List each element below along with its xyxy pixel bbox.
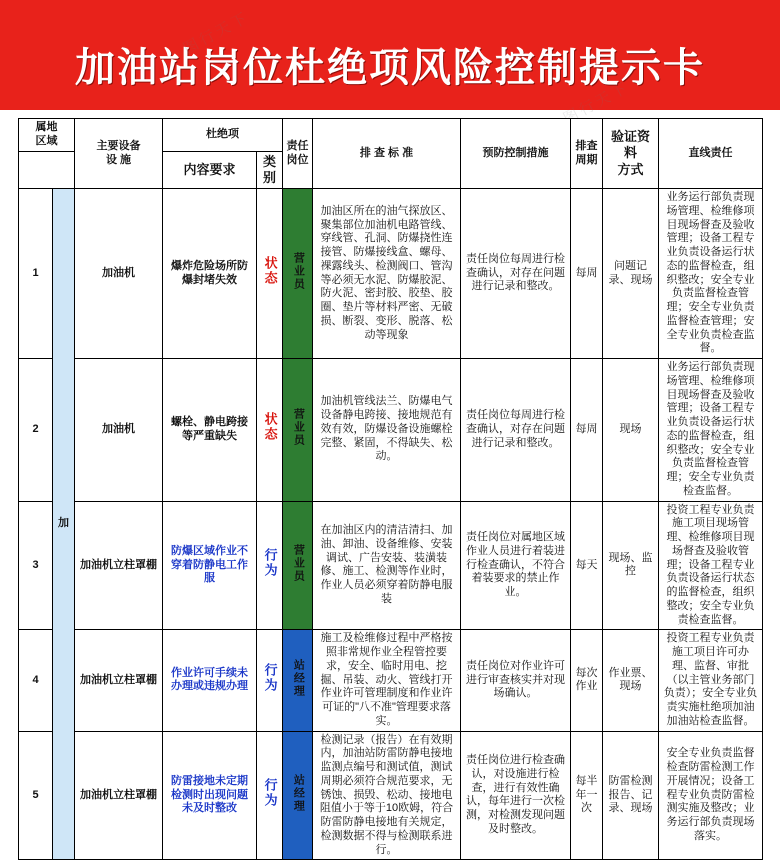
cell-verify: 作业票、现场 xyxy=(603,630,659,731)
cell-post-text: 营业员 xyxy=(292,543,305,583)
cell-category xyxy=(257,189,283,359)
cell-verify: 现场、监控 xyxy=(603,501,659,630)
cell-equipment: 加油机立柱罩棚 xyxy=(75,501,163,630)
cell-requirement: 防爆区域作业不穿着防静电工作服 xyxy=(163,501,257,630)
th-forbidden-category: 类别 xyxy=(257,151,283,189)
cell-category xyxy=(257,731,283,860)
cell-category xyxy=(257,359,283,502)
cell-direct-resp: 业务运行部负责现场管理、检维修项目现场督查及验收管理；设备工程专业负责设备运行状态的监督检查，组织整改；安全专业负责监督检查管理；安全专业负责检查监督。 xyxy=(659,359,763,502)
cell-equipment: 加油机 xyxy=(75,359,163,502)
cell-check-standard: 施工及检维修过程中严格按照非常规作业全程管控要求，安全、临时用电、挖掘、吊装、动火、管线打开作业许可管理制度和作业许可证的"八不准"管理要求落实。 xyxy=(313,630,461,731)
th-cycle xyxy=(571,119,603,189)
cell-verify: 现场 xyxy=(603,359,659,502)
cell-row-no: 2 xyxy=(19,359,53,502)
cell-category-text: 行为 xyxy=(262,778,278,808)
th-verify-line2: 方式 xyxy=(617,161,644,177)
cell-area: 加 xyxy=(53,189,75,860)
table-row xyxy=(19,501,763,630)
cell-control-measure: 责任岗位对作业许可进行审查核实并对现场确认。 xyxy=(461,630,571,731)
th-equipment-line2: 设 施 xyxy=(105,153,132,166)
table-row xyxy=(19,189,763,359)
cell-control-measure: 责任岗位每周进行检查确认，对存在问题进行记录和整改。 xyxy=(461,189,571,359)
cell-row-no: 3 xyxy=(19,501,53,630)
th-direct-resp: 直线责任 xyxy=(659,119,763,189)
cell-cycle: 每半年一次 xyxy=(571,731,603,860)
cell-category-text: 状态 xyxy=(262,412,278,443)
cell-direct-resp: 投资工程专业负责施工项目许可办理、监督、审批（以主管业务部门负责）；安全专业负责实施杜绝项加油加油站检查监督。 xyxy=(659,630,763,731)
cell-cycle: 每周 xyxy=(571,189,603,359)
watermark: 图行天下 xyxy=(620,286,693,336)
cell-direct-resp: 安全专业负责监督检查防雷检测工作开展情况；设备工程专业负责防雷检测实施及整改；业务运行部负责现场落实。 xyxy=(659,731,763,860)
cell-category-text: 行为 xyxy=(262,663,278,693)
cell-category-text: 行为 xyxy=(262,548,278,578)
th-verify xyxy=(603,119,659,189)
cell-post-text: 营业员 xyxy=(292,407,305,447)
cell-row-no: 5 xyxy=(19,731,53,860)
cell-category xyxy=(257,501,283,630)
cell-check-standard: 在加油区内的清洁清扫、加油、卸油、设备维修、安装调试、广告安装、装潢装修、施工、检测等作业时，作业人员必须穿着防静电服装 xyxy=(313,501,461,630)
cell-post-text: 站经理 xyxy=(292,773,305,813)
cell-check-standard: 加油区所在的油气探放区、聚集部位加油机电路管线、穿线管、孔洞、防爆挠性连接管、防爆接线盒、螺母、裸露线头、检测阀口、管沟等必须无水泥、防爆胶泥、防火泥、密封胶、胶垫、胶圈、垫片等材料严密、无破损、断裂、变形、脱落、松动等现象 xyxy=(313,189,461,359)
cell-requirement: 爆炸危险场所防爆封堵失效 xyxy=(163,189,257,359)
table-row xyxy=(19,630,763,731)
watermark: 图行天下 xyxy=(230,316,303,366)
th-area-sub xyxy=(19,151,75,189)
cell-category xyxy=(257,630,283,731)
cell-row-no: 4 xyxy=(19,630,53,731)
table-row xyxy=(19,359,763,502)
th-area xyxy=(19,119,75,152)
th-post xyxy=(283,119,313,189)
th-post-label: 责任岗位 xyxy=(286,140,309,166)
cell-check-standard: 检测记录（报告）在有效期内，加油站防雷防静电接地监测点编号和测试值，测试周期必须符合规范要求，无锈蚀、损毁、松动、接地电阻值小于等于10欧姆，符合防雷防静电接地有关规定，检测数据不得与检测联系进行。 xyxy=(313,731,461,860)
cell-control-measure: 责任岗位对属地区域作业人员进行着装进行检查确认，不符合着装要求的禁止作业。 xyxy=(461,501,571,630)
th-forbidden: 杜绝项 xyxy=(163,119,283,152)
cell-control-measure: 责任岗位每周进行检查确认，对存在问题进行记录和整改。 xyxy=(461,359,571,502)
cell-equipment: 加油机立柱罩棚 xyxy=(75,731,163,860)
risk-control-table xyxy=(18,118,763,860)
cell-control-measure: 责任岗位进行检查确认，对设施进行检查，进行有效性确认，每年进行一次检测，对检测发现问题及时整改。 xyxy=(461,731,571,860)
th-equipment xyxy=(75,119,163,189)
page-title: 加油站岗位杜绝项风险控制提示卡 xyxy=(75,46,705,90)
cell-equipment: 加油机 xyxy=(75,189,163,359)
cell-post-text: 站经理 xyxy=(292,658,305,698)
table-header xyxy=(19,119,763,189)
cell-post xyxy=(283,189,313,359)
cell-check-standard: 加油机管线法兰、防爆电气设备静电跨接、接地规范有效有效，防爆设备设施螺栓完整、紧固，不得缺失、松动。 xyxy=(313,359,461,502)
cell-cycle: 每次作业 xyxy=(571,630,603,731)
cell-direct-resp: 投资工程专业负责施工项目现场管理、检维修项目现场督查及验收管理；设备工程专业负责设备运行状态的监督检查，组织整改；安全专业负责检查监督。 xyxy=(659,501,763,630)
cell-requirement: 作业许可手续未办理或违规办理 xyxy=(163,630,257,731)
cell-post xyxy=(283,731,313,860)
cell-post-text: 营业员 xyxy=(292,251,305,291)
cell-requirement: 螺栓、静电跨接等严重缺失 xyxy=(163,359,257,502)
cell-category-text: 状态 xyxy=(262,256,278,287)
th-cycle-label: 排查周期 xyxy=(575,140,598,166)
cell-verify: 防雷检测报告、记录、现场 xyxy=(603,731,659,860)
cell-post xyxy=(283,501,313,630)
cell-post xyxy=(283,630,313,731)
th-forbidden-content: 内容要求 xyxy=(163,151,257,189)
th-equipment-line1: 主要设备 xyxy=(96,139,141,152)
cell-direct-resp: 业务运行部负责现场管理、检维修项目现场督查及验收管理；设备工程专业负责设备运行状态的监督检查，组织整改；安全专业负责监督检查管理；安全专业负责监督检查管理；安全专业负责检查监督。 xyxy=(659,189,763,359)
cell-cycle: 每周 xyxy=(571,359,603,502)
cell-verify: 问题记录、现场 xyxy=(603,189,659,359)
th-verify-line1: 验证资料 xyxy=(610,129,650,161)
table-body xyxy=(19,189,763,860)
table-row xyxy=(19,731,763,860)
th-area-line1: 属地 xyxy=(35,121,58,133)
th-check-standard: 排 查 标 准 xyxy=(313,119,461,189)
cell-requirement: 防雷接地未定期检测时出现问题未及时整改 xyxy=(163,731,257,860)
th-control-measure: 预防控制措施 xyxy=(461,119,571,189)
cell-row-no: 1 xyxy=(19,189,53,359)
cell-cycle: 每天 xyxy=(571,501,603,630)
cell-equipment: 加油机立柱罩棚 xyxy=(75,630,163,731)
cell-post xyxy=(283,359,313,502)
th-area-line2: 区域 xyxy=(35,134,58,147)
